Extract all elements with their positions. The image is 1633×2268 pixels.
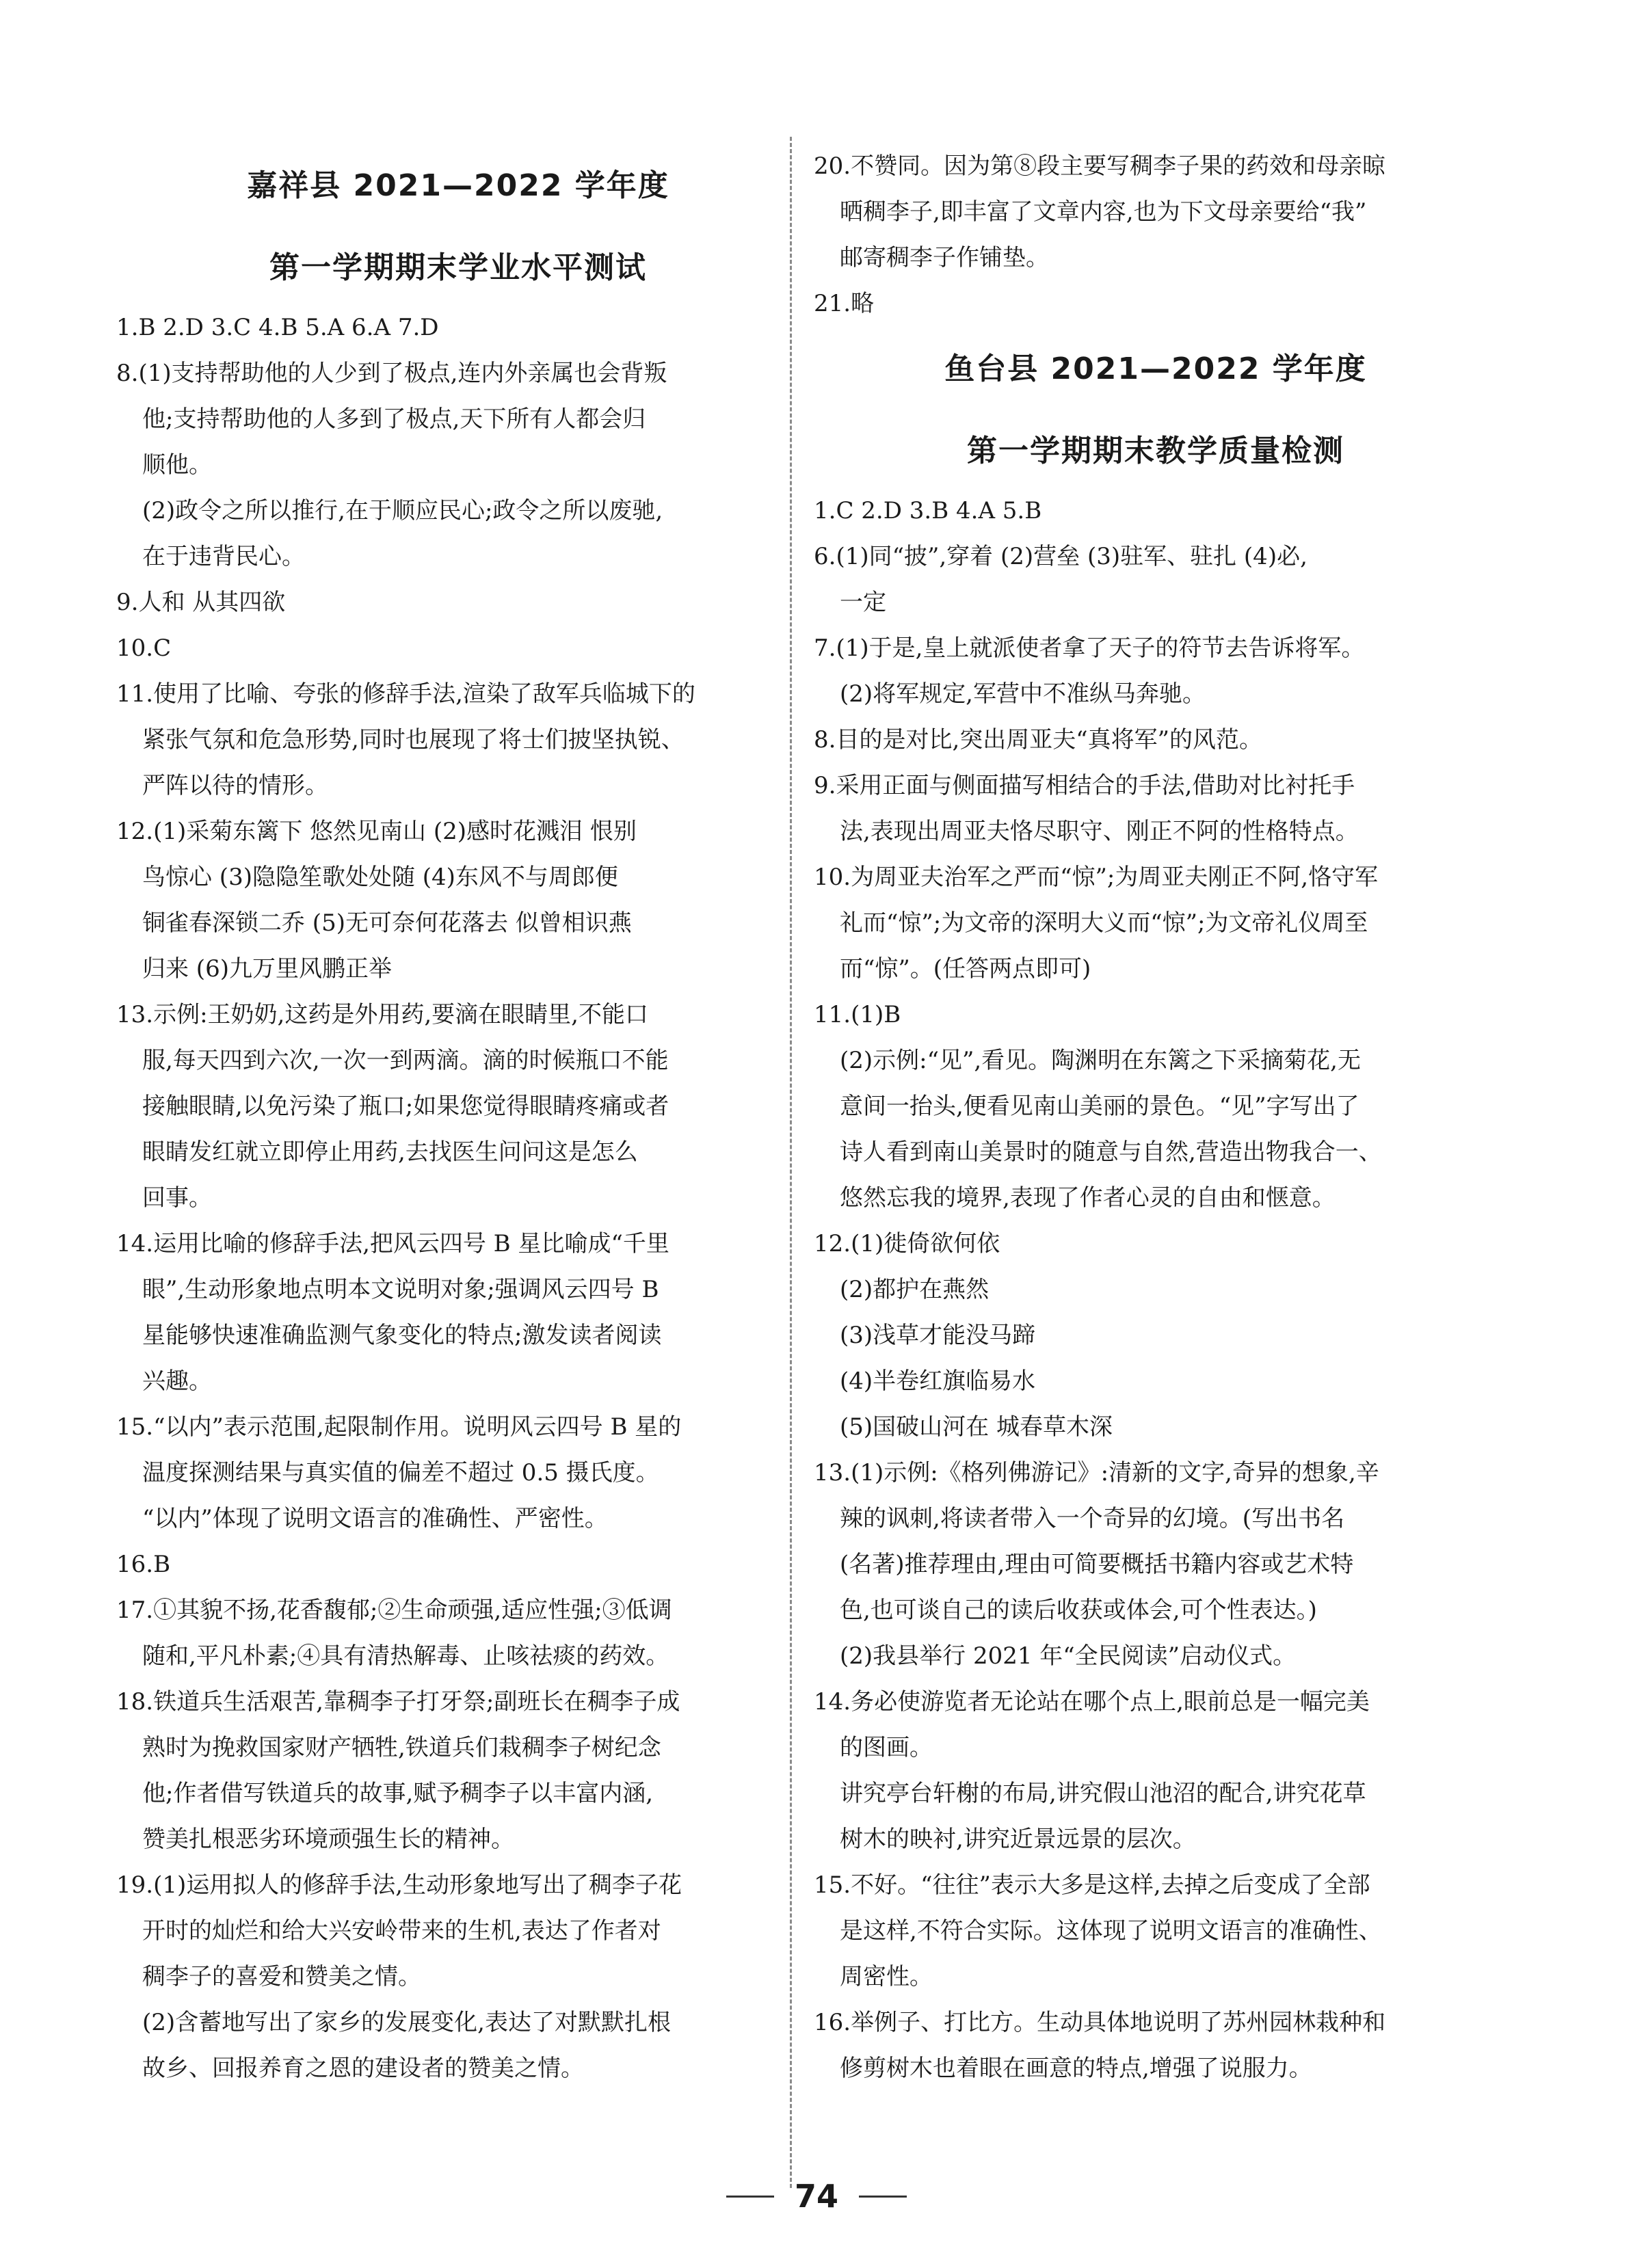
answer-line: (2)将军规定,军营中不准纵马奔驰。 [840,680,1206,708]
answer-line: 10.为周亚夫治军之严而“惊”;为周亚夫刚正不阿,恪守军 [814,864,1379,891]
page-number-value: 74 [794,2178,838,2215]
answer-line: 悠然忘我的境界,表现了作者心灵的自由和惬意。 [840,1184,1336,1212]
answer-line: 1.C 2.D 3.B 4.A 5.B [814,497,1042,524]
answer-line: 讲究亭台轩榭的布局,讲究假山池沼的配合,讲究花草 [840,1780,1366,1807]
answer-line: 一定 [840,589,886,616]
answer-line: 兴趣。 [142,1368,212,1395]
answer-line: 8.目的是对比,突出周亚夫“真将军”的风范。 [814,726,1263,753]
answer-line: 13.(1)示例:《格列佛游记》:清新的文字,奇异的想象,辛 [814,1459,1379,1486]
answer-line: 16.B [116,1551,171,1578]
answer-line: 而“惊”。(任答两点即可) [840,955,1091,983]
answer-line: 14.运用比喻的修辞手法,把风云四号 B 星比喻成“千里 [116,1230,669,1257]
answer-line: 意间一抬头,便看见南山美丽的景色。“见”字写出了 [840,1093,1359,1120]
answer-line: 温度探测结果与真实值的偏差不超过 0.5 摄氏度。 [142,1459,659,1486]
answer-line: 的图画。 [840,1734,933,1761]
answer-line: (2)含蓄地写出了家乡的发展变化,表达了对默默扎根 [142,2009,671,2036]
section-title-yutai: 鱼台县 2021—2022 学年度 [944,351,1367,386]
answer-line: 1.B 2.D 3.C 4.B 5.A 6.A 7.D [116,314,439,341]
answer-line: 是这样,不符合实际。这体现了说明文语言的准确性、 [840,1917,1382,1945]
answer-line: 随和,平凡朴素;④具有清热解毒、止咳祛痰的药效。 [142,1642,669,1670]
answer-line: 诗人看到南山美景时的随意与自然,营造出物我合一、 [840,1138,1382,1166]
answer-list-continued [814,144,1498,327]
answer-line: 回事。 [142,1184,212,1212]
answer-line: 14.务必使游览者无论站在哪个点上,眼前总是一幅完美 [814,1688,1370,1716]
answer-line: 12.(1)采菊东篱下 悠然见南山 (2)感时花溅泪 恨别 [116,818,637,845]
answer-line: (2)政令之所以推行,在于顺应民心;政令之所以废驰, [142,497,663,524]
answer-line: 9.人和 从其四欲 [116,589,286,616]
answer-line: 法,表现出周亚夫恪尽职守、刚正不阿的性格特点。 [840,818,1359,845]
answer-line: 19.(1)运用拟人的修辞手法,生动形象地写出了稠李子花 [116,1871,682,1899]
answer-line: 归来 (6)九万里风鹏正举 [142,955,392,983]
answer-line: 故乡、回报养育之恩的建设者的赞美之情。 [142,2055,584,2082]
page-number-dash-right [859,2196,907,2198]
answer-line: 邮寄稠李子作铺垫。 [840,244,1049,271]
left-column [116,144,800,2092]
answer-line: (3)浅草才能没马蹄 [840,1322,1036,1349]
answer-line: 服,每天四到六次,一次一到两滴。滴的时候瓶口不能 [142,1047,669,1074]
answer-line: 熟时为挽救国家财产牺牲,铁道兵们栽稠李子树纪念 [142,1734,661,1761]
answer-line: 修剪树木也着眼在画意的特点,增强了说服力。 [840,2055,1312,2082]
answer-line: 晒稠李子,即丰富了文章内容,也为下文母亲要给“我” [840,198,1367,226]
answer-line: (5)国破山河在 城春草木深 [840,1413,1113,1441]
answer-line: 稠李子的喜爱和赞美之情。 [142,1963,421,1990]
answer-line: 他;支持帮助他的人多到了极点,天下所有人都会归 [142,405,646,433]
answer-line: (2)都护在燕然 [840,1276,990,1303]
answer-line: 9.采用正面与侧面描写相结合的手法,借助对比衬托手 [814,772,1355,799]
right-column [814,144,1498,2092]
answer-line: 鸟惊心 (3)隐隐笙歌处处随 (4)东风不与周郎便 [142,864,618,891]
answer-line: 11.使用了比喻、夸张的修辞手法,渲染了敌军兵临城下的 [116,680,695,708]
page-number [0,2178,1633,2215]
answer-list-jiaxiang [116,305,800,2092]
answer-line: 20.不赞同。因为第⑧段主要写稠李子果的药效和母亲晾 [814,152,1386,180]
answer-line: (名著)推荐理由,理由可简要概括书籍内容或艺术特 [840,1551,1354,1578]
section-subtitle-jiaxiang: 第一学期期末学业水平测试 [269,250,647,285]
answer-line: 他;作者借写铁道兵的故事,赋予稠李子以丰富内涵, [142,1780,654,1807]
answer-line: 18.铁道兵生活艰苦,靠稠李子打牙祭;副班长在稠李子成 [116,1688,680,1716]
answer-line: 星能够快速准确监测气象变化的特点;激发读者阅读 [142,1322,662,1349]
answer-line: 辣的讽刺,将读者带入一个奇异的幻境。(写出书名 [840,1505,1345,1532]
answer-line: 7.(1)于是,皇上就派使者拿了天子的符节去告诉将军。 [814,635,1365,662]
answer-line: 10.C [116,635,172,662]
answer-line: 铜雀春深锁二乔 (5)无可奈何花落去 似曾相识燕 [142,909,632,937]
answer-line: 赞美扎根恶劣环境顽强生长的精神。 [142,1826,514,1853]
section-title-jiaxiang: 嘉祥县 2021—2022 学年度 [247,168,669,203]
answer-line: 15.不好。“往往”表示大多是这样,去掉之后变成了全部 [814,1871,1370,1899]
answer-line: 树木的映衬,讲究近景远景的层次。 [840,1826,1196,1853]
answer-list-yutai [814,488,1498,2092]
section-subtitle-yutai: 第一学期期末教学质量检测 [967,433,1344,468]
answer-line: 周密性。 [840,1963,933,1990]
answer-line: 21.略 [814,290,875,317]
answer-line: (2)示例:“见”,看见。陶渊明在东篱之下采摘菊花,无 [840,1047,1361,1074]
answer-line: (2)我县举行 2021 年“全民阅读”启动仪式。 [840,1642,1297,1670]
answer-line: 色,也可谈自己的读后收获或体会,可个性表达。) [840,1597,1317,1624]
answer-line: 开时的灿烂和给大兴安岭带来的生机,表达了作者对 [142,1917,661,1945]
answer-line: 严阵以待的情形。 [142,772,328,799]
answer-line: 6.(1)同“披”,穿着 (2)营垒 (3)驻军、驻扎 (4)必, [814,543,1307,570]
answer-line: 眼睛发红就立即停止用药,去找医生问问这是怎么 [142,1138,638,1166]
answer-line: 顺他。 [142,451,212,479]
answer-line: 礼而“惊”;为文帝的深明大义而“惊”;为文帝礼仪周至 [840,909,1368,937]
answer-line: 16.举例子、打比方。生动具体地说明了苏州园林栽种和 [814,2009,1386,2036]
answer-line: 眼”,生动形象地点明本文说明对象;强调风云四号 B [142,1276,659,1303]
answer-line: 接触眼睛,以免污染了瓶口;如果您觉得眼睛疼痛或者 [142,1093,669,1120]
answer-line: 12.(1)徙倚欲何依 [814,1230,1000,1257]
answer-line: 15.“以内”表示范围,起限制作用。说明风云四号 B 星的 [116,1413,682,1441]
answer-line: 11.(1)B [814,1001,901,1028]
answer-line: (4)半卷红旗临易水 [840,1368,1036,1395]
answer-line: 紧张气氛和危急形势,同时也展现了将士们披坚执锐、 [142,726,685,753]
answer-line: 17.①其貌不扬,花香馥郁;②生命顽强,适应性强;③低调 [116,1597,672,1624]
answer-line: 在于违背民心。 [142,543,305,570]
answer-line: 8.(1)支持帮助他的人少到了极点,连内外亲属也会背叛 [116,360,667,387]
answer-line: 13.示例:王奶奶,这药是外用药,要滴在眼睛里,不能口 [116,1001,648,1028]
page-number-dash-left [726,2196,774,2198]
answer-line: “以内”体现了说明文语言的准确性、严密性。 [142,1505,608,1532]
